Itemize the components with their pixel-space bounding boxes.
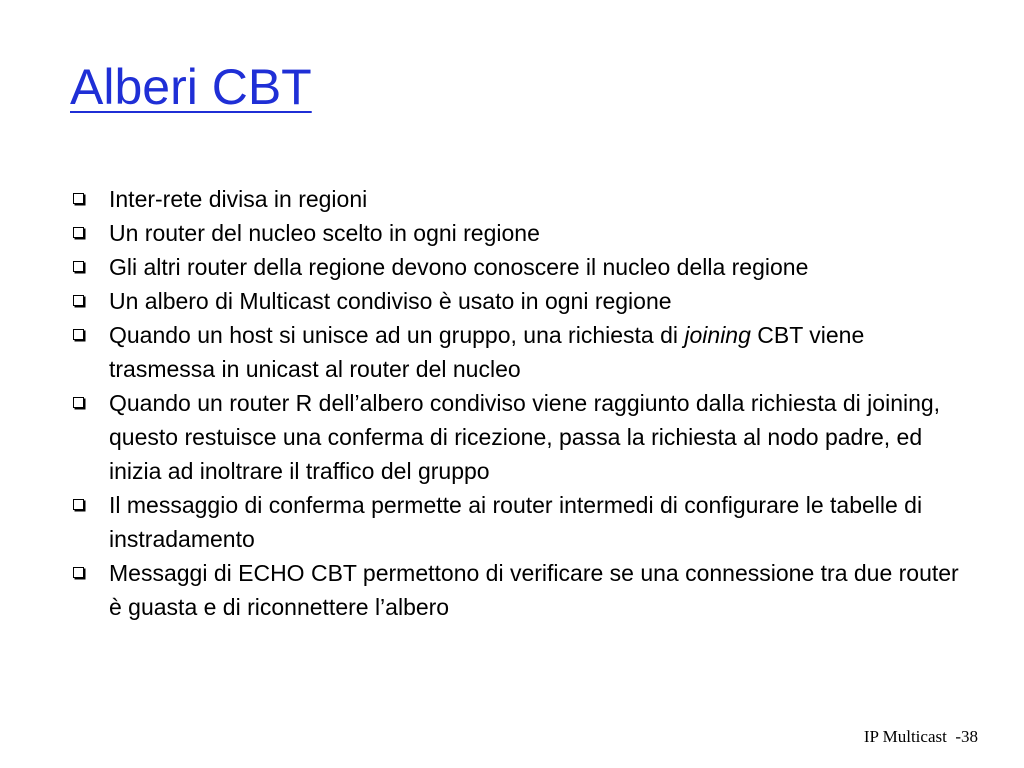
hollow-square-bullet-icon — [73, 329, 84, 340]
slide-footer — [864, 727, 978, 747]
bullet-item — [70, 284, 970, 318]
bullet-text: Messaggi di ECHO CBT permettono di verificare se una connessione tra due router è guasta e di riconnettere l’albero — [109, 560, 959, 620]
bullet-item — [70, 386, 970, 488]
bullet-text: Un router del nucleo scelto in ogni regione — [109, 220, 540, 246]
hollow-square-bullet-icon — [73, 499, 84, 510]
hollow-square-bullet-icon — [73, 567, 84, 578]
bullet-item — [70, 488, 970, 556]
hollow-square-bullet-icon — [73, 227, 84, 238]
slide-title: Alberi CBT — [70, 59, 312, 115]
bullet-item — [70, 556, 970, 624]
bullet-item — [70, 250, 970, 284]
bullet-text: Inter-rete divisa in regioni — [109, 186, 368, 212]
bullet-item — [70, 182, 970, 216]
hollow-square-bullet-icon — [73, 193, 84, 204]
bullet-text: Un albero di Multicast condiviso è usato in ogni regione — [109, 288, 672, 314]
hollow-square-bullet-icon — [73, 295, 84, 306]
footer-label: IP Multicast — [863, 727, 947, 746]
page-number: -38 — [955, 727, 978, 746]
bullet-text: Il messaggio di conferma permette ai router intermedi di configurare le tabelle di instradamento — [109, 492, 923, 552]
bullet-text — [109, 318, 970, 386]
bullet-text: Quando un router R dell’albero condiviso viene raggiunto dalla richiesta di joining, questo restuisce una conferma di ricezione, passa la richiesta al nodo padre, ed inizia ad inoltrare il traffico del gruppo — [109, 390, 941, 484]
bullet-item — [70, 318, 970, 386]
bullet-item — [70, 216, 970, 250]
hollow-square-bullet-icon — [73, 261, 84, 272]
bullet-text-end: CBT viene trasmessa in unicast al router del nucleo — [109, 322, 865, 382]
hollow-square-bullet-icon — [73, 397, 84, 408]
bullet-list — [70, 182, 970, 624]
bullet-text: Gli altri router della regione devono conoscere il nucleo della regione — [109, 254, 809, 280]
bullet-text-emphasis: joining — [684, 322, 751, 348]
bullet-text-start: Quando un host si unisce ad un gruppo, una richiesta di — [109, 322, 685, 348]
